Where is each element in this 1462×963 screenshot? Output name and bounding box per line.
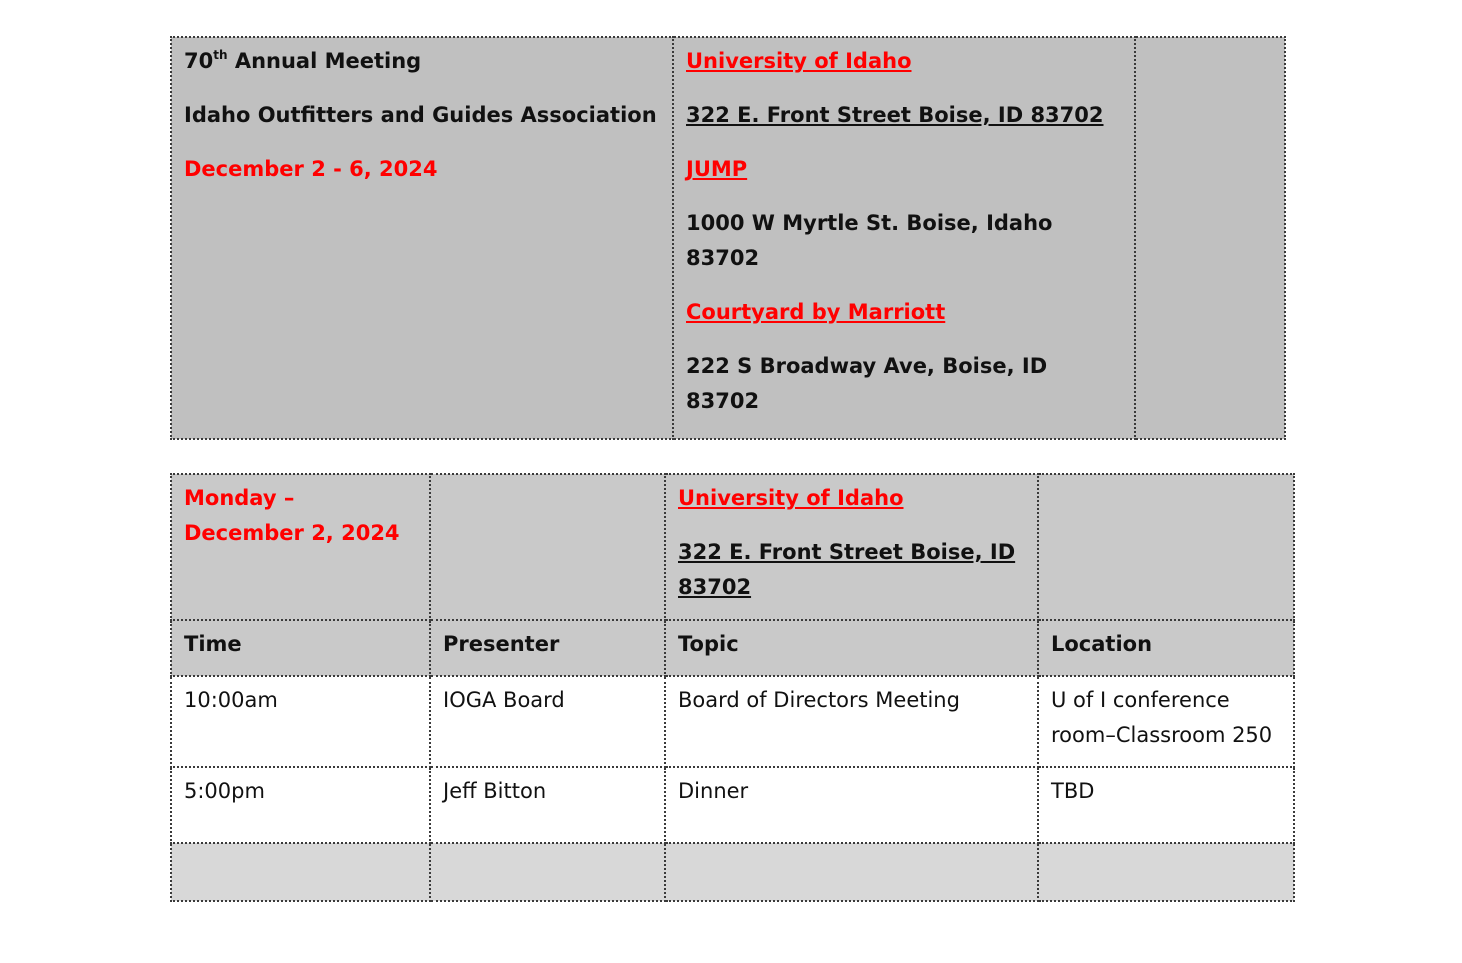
- venue-name-jump[interactable]: JUMP: [686, 157, 748, 181]
- day-title-cell: [171, 474, 430, 620]
- column-header-time: Time: [171, 620, 430, 676]
- table-row: [171, 767, 1294, 843]
- event-dates: December 2 - 6, 2024: [184, 157, 438, 181]
- day-title: Monday – December 2, 2024: [184, 486, 400, 545]
- column-header-row: [171, 620, 1294, 676]
- venue-address-university: 322 E. Front Street Boise, ID 83702: [686, 103, 1104, 127]
- cell-location: U of I conference room–Classroom 250: [1038, 676, 1294, 767]
- empty-cell: [1038, 843, 1294, 901]
- event-title-cell: [171, 37, 673, 439]
- venue-address-courtyard: 222 S Broadway Ave, Boise, ID 83702: [686, 354, 1048, 413]
- schedule-table: [170, 473, 1295, 902]
- meeting-label: Annual Meeting: [234, 49, 422, 73]
- column-header-location: Location: [1038, 620, 1294, 676]
- empty-cell: [430, 843, 665, 901]
- meeting-ordinal-number: 70: [184, 49, 214, 73]
- column-header-presenter: Presenter: [430, 620, 665, 676]
- venue-name-university[interactable]: University of Idaho: [686, 49, 912, 73]
- cell-presenter: Jeff Bitton: [430, 767, 665, 843]
- column-header-topic: Topic: [665, 620, 1038, 676]
- empty-cell: [430, 474, 665, 620]
- cell-topic: Board of Directors Meeting: [665, 676, 1038, 767]
- table-row: [171, 676, 1294, 767]
- event-info-row: [171, 37, 1285, 439]
- cell-time: 10:00am: [171, 676, 430, 767]
- meeting-title: [184, 44, 660, 79]
- day-venue-name[interactable]: University of Idaho: [678, 486, 904, 510]
- meeting-ordinal-suffix: th: [213, 48, 228, 62]
- venue-name-courtyard[interactable]: Courtyard by Marriott: [686, 300, 946, 324]
- association-name: Idaho Outfitters and Guides Association: [184, 103, 657, 127]
- day-header-row: [171, 474, 1294, 620]
- cell-presenter: IOGA Board: [430, 676, 665, 767]
- empty-table-row: [171, 843, 1294, 901]
- day-venue-cell: [665, 474, 1038, 620]
- venue-address-jump: 1000 W Myrtle St. Boise, Idaho 83702: [686, 211, 1053, 270]
- day-venue-address: 322 E. Front Street Boise, ID 83702: [678, 540, 1016, 599]
- empty-cell: [171, 843, 430, 901]
- event-info-table: [170, 36, 1286, 440]
- cell-topic: Dinner: [665, 767, 1038, 843]
- empty-cell: [1135, 37, 1285, 439]
- cell-location: TBD: [1038, 767, 1294, 843]
- empty-cell: [665, 843, 1038, 901]
- venues-cell: [673, 37, 1135, 439]
- cell-time: 5:00pm: [171, 767, 430, 843]
- empty-cell: [1038, 474, 1294, 620]
